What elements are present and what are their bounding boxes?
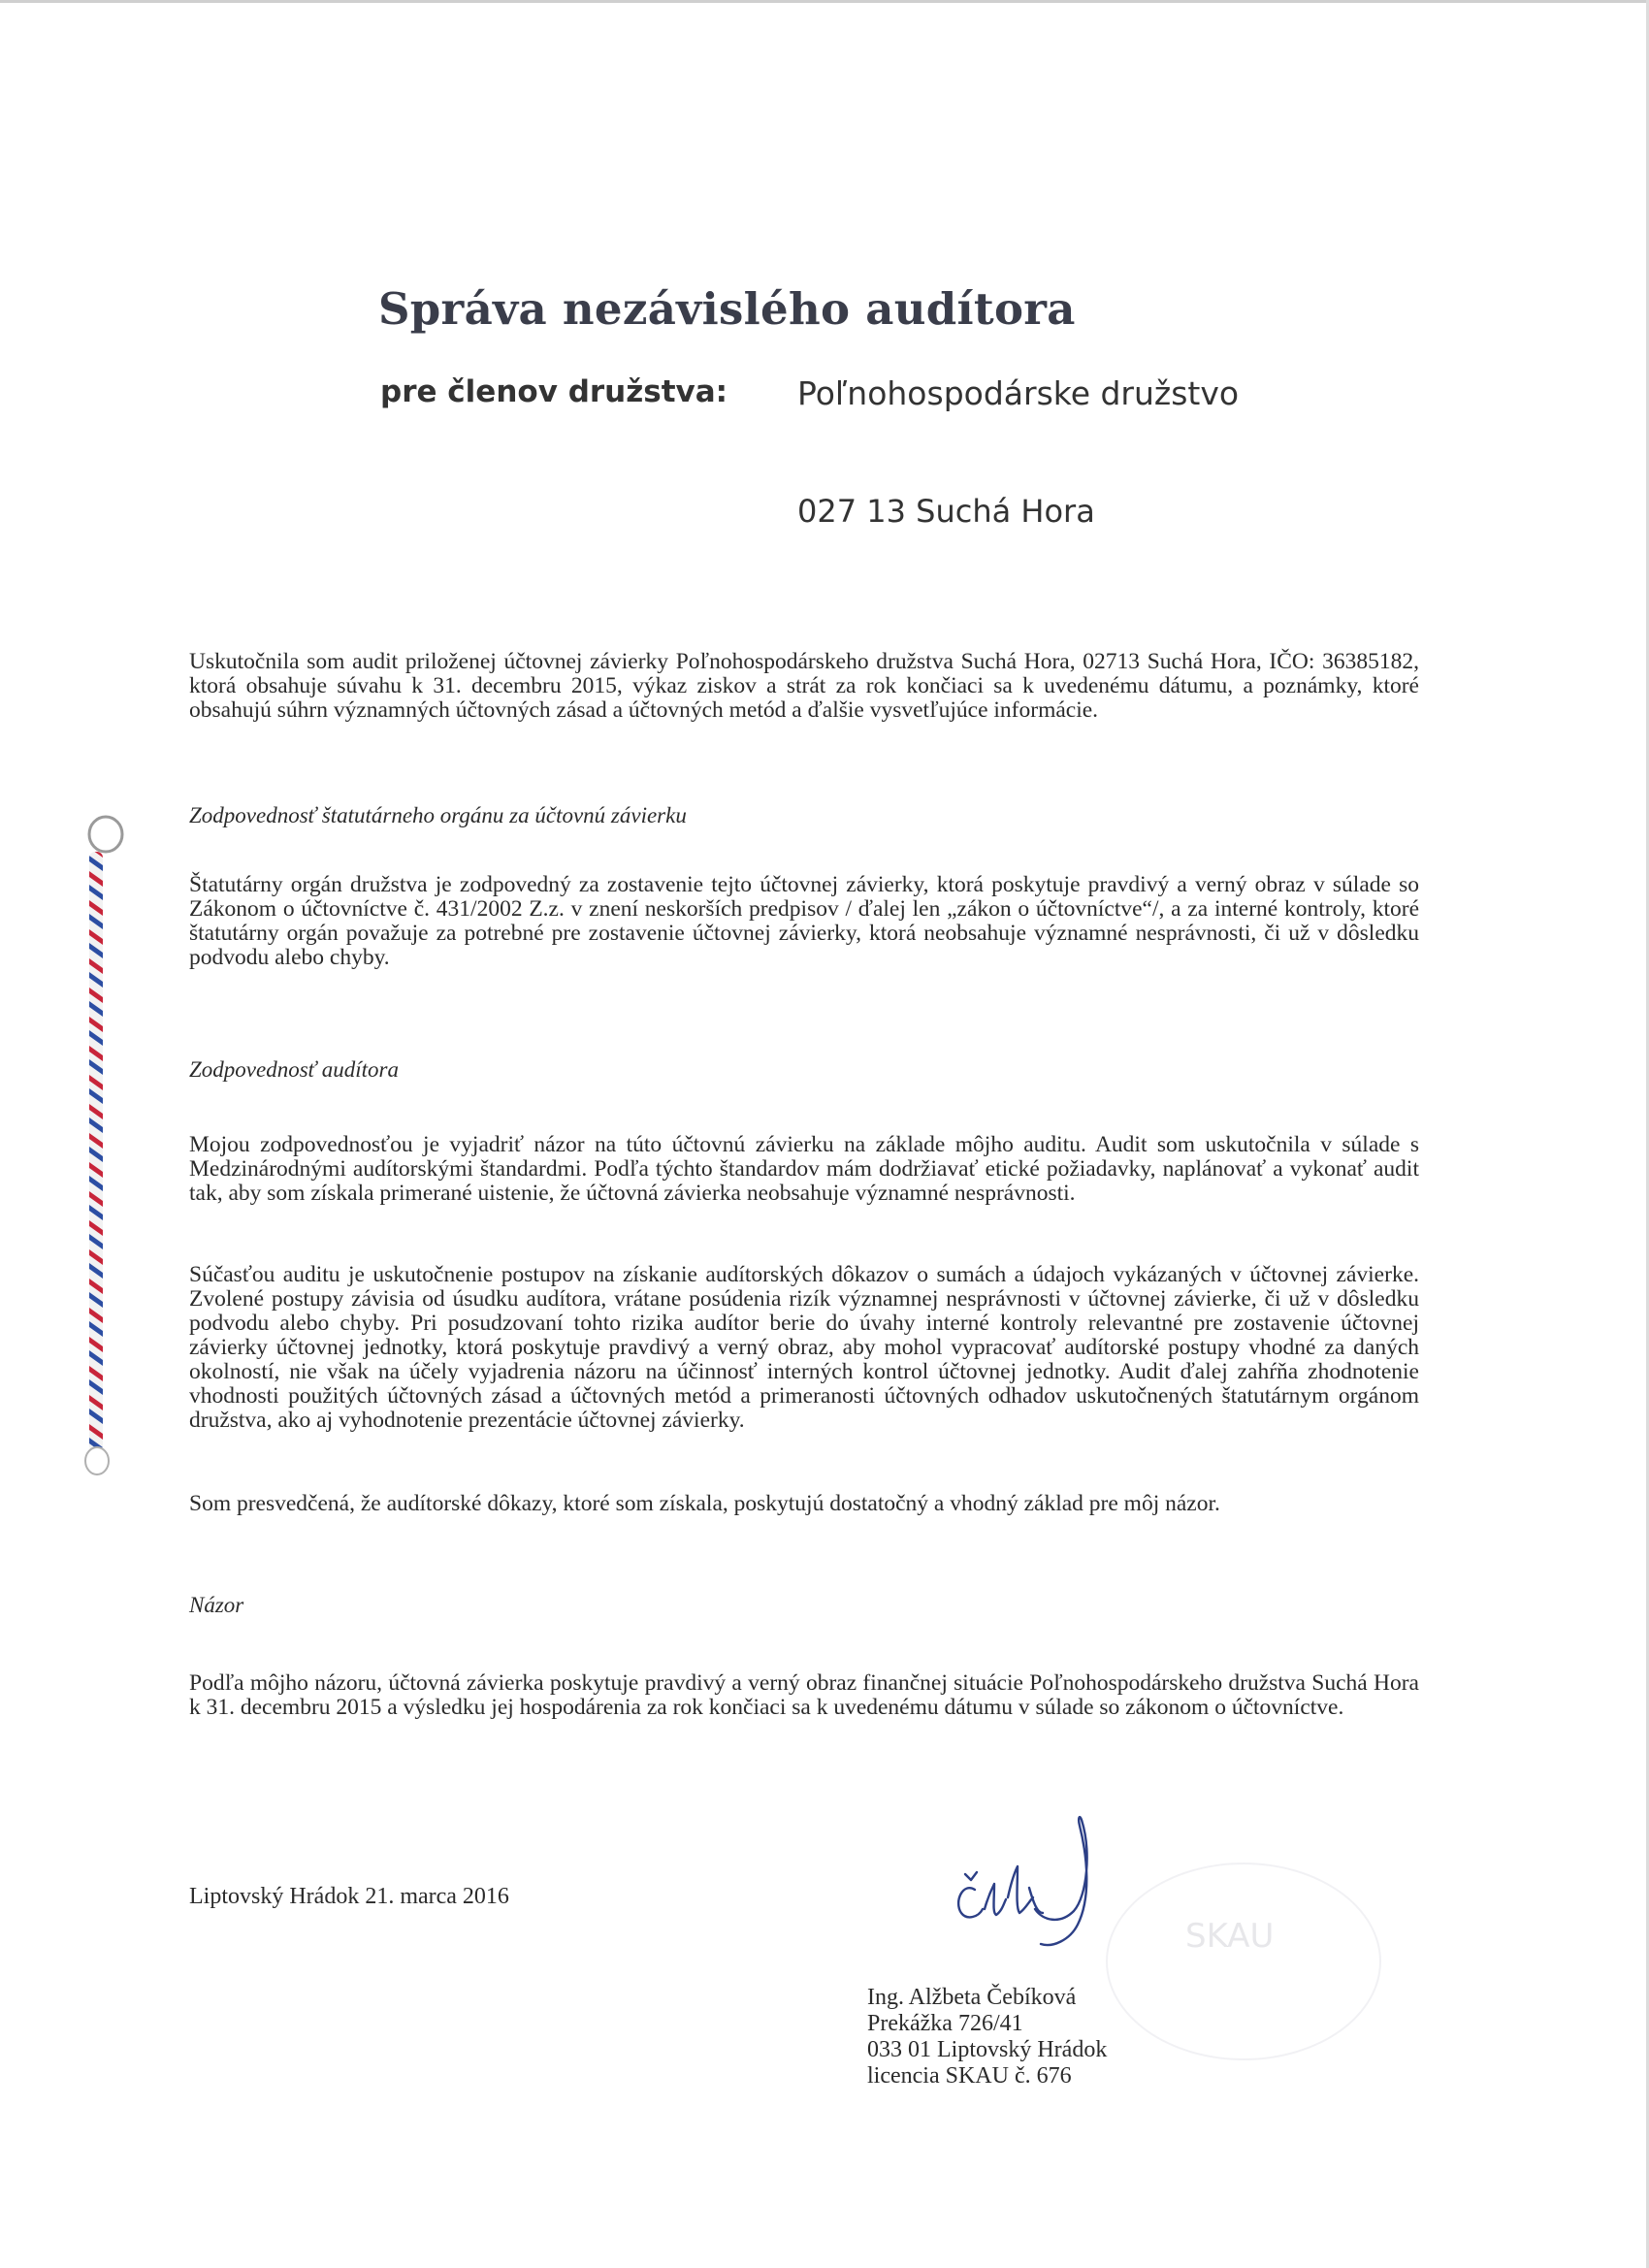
- auditor-paragraph-1: Mojou zodpovednosťou je vyjadriť názor na túto účtovnú závierku na základe môjho auditu. Audit som uskutočnila v súlade s Medzinárodnými audítorskými štandardmi. Podľa týchto štandardov mám dodržiavať etické požiadavky, naplánovať a vykonať audit tak, aby som získala primerané uistenie, že účtovná závierka neobsahuje významné nesprávnosti.: [189, 1132, 1419, 1206]
- intro-paragraph: Uskutočnila som audit priloženej účtovnej závierky Poľnohospodárskeho družstva Suchá Hora, 02713 Suchá Hora, IČO: 36385182, ktorá obsahuje súvahu k 31. decembru 2015, výkaz ziskov a strát za rok končiaci sa k uvedenému dátumu, a poznámky, ktoré obsahujú súhrn významných účtovných zásad a účtovných metód a ďalšie vysvetľujúce informácie.: [189, 649, 1419, 723]
- page-top-edge: [0, 0, 1649, 3]
- binding-cord: [76, 813, 134, 1492]
- punch-hole-bottom: [85, 1447, 109, 1474]
- auditor-street: Prekážka 726/41: [867, 2011, 1023, 2036]
- statutory-paragraph: Štatutárny orgán družstva je zodpovedný za zostavenie tejto účtovnej závierky, ktorá poskytuje pravdivý a verný obraz v súlade so Zákonom o účtovníctve č. 431/2002 Z.z. v znení neskorších predpisov / ďalej len „zákon o účtovníctve“/, a za interné kontroly, ktoré štatutárny orgán považuje za potrebné pre zostavenie účtovnej závierky, ktorá neobsahuje významné nesprávnosti, či už v dôsledku podvodu alebo chyby.: [189, 872, 1419, 970]
- auditor-city: 033 01 Liptovský Hrádok: [867, 2037, 1108, 2062]
- auditor-contact-block: [867, 1985, 1107, 2090]
- document-title: Správa nezávislého audítora: [378, 283, 1076, 335]
- place-and-date: Liptovský Hrádok 21. marca 2016: [189, 1884, 509, 1909]
- cord-strand: [89, 852, 103, 1451]
- statutory-heading: Zodpovednosť štatutárneho orgánu za účtovnú závierku: [189, 803, 687, 827]
- recipient-address: 027 13 Suchá Hora: [797, 493, 1095, 530]
- auditor-stamp: [1106, 1863, 1381, 2060]
- auditor-paragraph-3: Som presvedčená, že audítorské dôkazy, ktoré som získala, poskytujú dostatočný a vhodný základ pre môj názor.: [189, 1491, 1220, 1516]
- recipient-label: pre členov družstva:: [380, 374, 728, 409]
- opinion-heading: Názor: [189, 1593, 244, 1617]
- stamp-text: SKAU: [1185, 1917, 1275, 1956]
- auditor-heading: Zodpovednosť audítora: [189, 1057, 400, 1082]
- auditor-paragraph-2: Súčasťou auditu je uskutočnenie postupov na získanie audítorských dôkazov o sumách a údajoch vykázaných v účtovnej závierke. Zvolené postupy závisia od úsudku audítora, vrátane posúdenia rizík významnej nesprávnosti v účtovnej závierke, či už v dôsledku podvodu alebo chyby. Pri posudzovaní tohto rizika audítor berie do úvahy interné kontroly relevantné pre zostavenie účtovnej závierky účtovnej jednotky, ktorá poskytuje pravdivý a verný obraz, aby mohol vypracovať audítorské postupy vhodné za daných okolností, nie však na účely vyjadrenia názoru na účinnosť interných kontrol účtovnej jednotky. Audit ďalej zahŕňa zhodnotenie vhodnosti použitých účtovných zásad a účtovných metód a primeranosti účtovných odhadov uskutočnených štatutárnym orgánom družstva, ako aj vyhodnotenie prezentácie účtovnej závierky.: [189, 1262, 1419, 1433]
- auditor-license: licencia SKAU č. 676: [867, 2063, 1072, 2089]
- punch-hole-top: [89, 817, 122, 852]
- recipient-name: Poľnohospodárske družstvo: [797, 374, 1240, 412]
- opinion-paragraph: Podľa môjho názoru, účtovná závierka poskytuje pravdivý a verný obraz finančnej situácie Poľnohospodárskeho družstva Suchá Hora k 31. decembru 2015 a výsledku jej hospodárenia za rok končiaci sa k uvedenému dátumu v súlade so zákonom o účtovníctve.: [189, 1670, 1419, 1720]
- auditor-name: Ing. Alžbeta Čebíková: [867, 1985, 1077, 2010]
- handwritten-signature: [936, 1812, 1130, 1958]
